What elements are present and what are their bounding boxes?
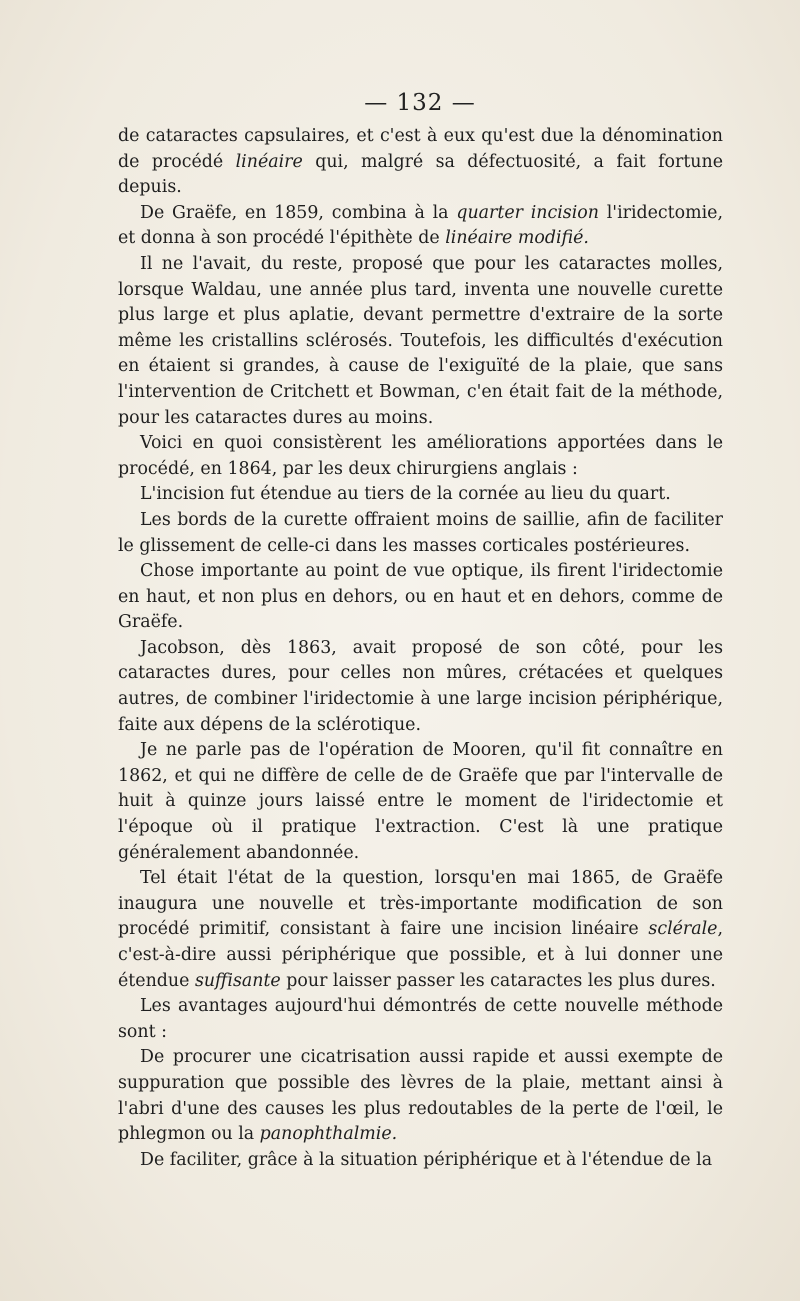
text-segment: Chose importante au point de vue optique, ils firent l'iridectomie en haut, et non plus en dehors, ou en haut et en dehors, comme de Graëfe.: [118, 561, 723, 633]
text-segment: qui, malgré sa défectuosité, a fait fortune depuis.: [118, 151, 723, 198]
text-segment: de cataractes capsulaires, et c'est à eux qu'est due la dénomination de procédé: [118, 126, 723, 172]
paragraph: [118, 738, 723, 866]
page-number: — 132 —: [364, 90, 476, 116]
text-segment: Il ne l'avait, du reste, proposé que pour les cataractes molles, lorsque Waldau, une année plus tard, inventa une nouvelle curette plus large et plus aplatie, devant permettre d'extraire de la sorte même les cristallins sclérosés. Toutefois, les difficultés d'exécution en étaient si grandes, à cause de l'exiguïté de la plaie, que sans l'intervention de Critchett et Bowman, c'en était fait de la méthode, pour les cataractes dures au moins.: [118, 253, 723, 428]
italic-text: panophthalmie.: [259, 1124, 398, 1145]
text-segment: De procurer une cicatrisation aussi rapide et aussi exempte de suppuration que possible des lèvres de la plaie, mettant ainsi à l'abri d'une des causes les plus redoutables de la perte de l'œil, le phlegmon ou la: [118, 1047, 723, 1145]
paragraph: [118, 431, 723, 482]
paragraph: [118, 252, 723, 431]
text-segment: De Graëfe, en 1859, combina à la: [140, 202, 457, 223]
text-segment: Tel était l'état de la question, lorsqu'en mai 1865, de Graëfe inaugura une nouvelle et très-importante modification de son procédé primitif, consistant à faire une incision linéaire: [118, 868, 723, 940]
text-segment: , c'est-à-dire aussi périphérique que possible, et à lui donner une étendue: [118, 919, 723, 991]
paragraph: [118, 559, 723, 636]
italic-text: linéaire: [235, 151, 303, 172]
text-segment: l'iridectomie, et donna à son procédé l'épithète de: [118, 202, 724, 249]
text-segment: Les bords de la curette offraient moins de saillie, afin de faciliter le glissement de celle-ci dans les masses corticales postérieures.: [118, 509, 723, 556]
text-segment: De faciliter, grâce à la situation périphérique et à l'étendue de la: [140, 1149, 713, 1170]
paragraph: [118, 1045, 723, 1147]
italic-text: quarter incision: [456, 202, 599, 223]
paragraph: [118, 124, 723, 201]
text-segment: pour laisser passer les cataractes les plus dures.: [280, 970, 716, 991]
paragraph: [118, 1148, 723, 1174]
italic-text: sclérale: [648, 919, 718, 940]
paragraph: [118, 508, 723, 559]
body-text: [118, 124, 723, 1173]
paragraph: [118, 994, 723, 1045]
paragraph: [118, 201, 723, 252]
text-segment: Les avantages aujourd'hui démontrés de cette nouvelle méthode sont :: [118, 996, 723, 1042]
paragraph: [118, 636, 723, 738]
text-segment: Voici en quoi consistèrent les améliorations apportées dans le procédé, en 1864, par les deux chirurgiens anglais :: [118, 433, 723, 479]
text-segment: Jacobson, dès 1863, avait proposé de son côté, pour les cataractes dures, pour celles non mûres, crétacées et quelques autres, de combiner l'iridectomie à une large incision périphérique, faite aux dépens de la sclérotique.: [118, 637, 723, 735]
italic-text: linéaire modifié.: [445, 228, 589, 249]
paragraph: [118, 482, 723, 508]
italic-text: suffisante: [194, 970, 281, 991]
text-segment: Je ne parle pas de l'opération de Mooren, qu'il fit connaître en 1862, et qui ne diffère de celle de de Graëfe que par l'intervalle de huit à quinze jours laissé entre le moment de l'iridectomie et l'époque où il pratique l'extraction. C'est là une pratique généralement abandonnée.: [118, 740, 723, 863]
text-segment: L'incision fut étendue au tiers de la cornée au lieu du quart.: [140, 484, 671, 505]
paragraph: [118, 866, 723, 994]
